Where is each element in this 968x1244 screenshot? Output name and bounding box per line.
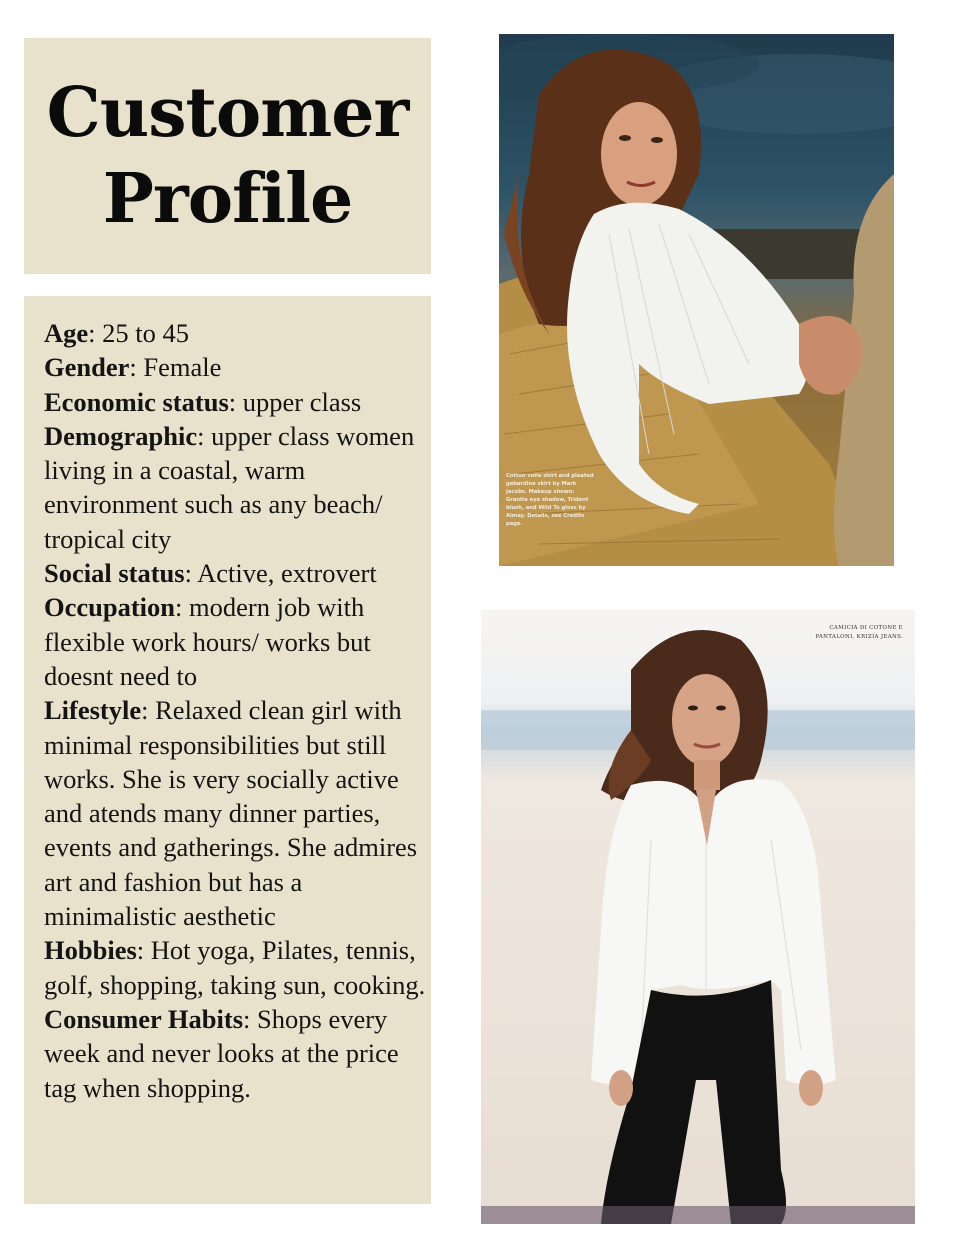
profile-box — [24, 296, 431, 1204]
photo-woman-on-beach — [481, 610, 915, 1224]
profile-value: : upper class — [228, 386, 362, 417]
profile-value: : Hot yoga, Pilates, tennis, golf, shopping, taking sun, cooking. — [44, 935, 426, 1000]
profile-label: Gender — [44, 352, 130, 383]
profile-entry-lifestyle — [44, 693, 426, 933]
profile-value: : Female — [129, 352, 222, 383]
profile-value: : Active, extrovert — [184, 558, 377, 589]
profile-entry-consumer-habits — [44, 1002, 426, 1105]
profile-value: : upper class women living in a coastal, warm environment such as any beach/ tropical city — [44, 420, 415, 554]
photo-woman-on-hay-bale — [499, 34, 894, 566]
profile-value: : 25 to 45 — [88, 318, 190, 348]
profile-value: : Relaxed clean girl with minimal responsibilities but still works. She is very socially active and atends many dinner parties, events and gatherings. She admires art and fashion but has a minimalistic aesthetic — [44, 695, 418, 932]
photo-illustration — [481, 610, 915, 1224]
profile-value: : Shops every week and never looks at the price tag when shopping. — [44, 1003, 399, 1103]
profile-label: Social status — [44, 558, 185, 589]
profile-label: Consumer Habits — [44, 1003, 244, 1034]
profile-label: Hobbies — [44, 935, 137, 966]
profile-entry-social-status — [44, 556, 426, 590]
page-title-line-2: Profile — [102, 159, 353, 239]
profile-entry-gender — [44, 350, 426, 384]
photo-caption-bottom: CAMICIA DI COTONE E PANTALONI, KRIZIA JEANS. — [815, 625, 903, 640]
page-title-line-1: Customer — [46, 73, 409, 153]
title-box — [24, 38, 431, 274]
profile-entry-age — [44, 316, 426, 350]
profile-entry-hobbies — [44, 933, 426, 1002]
profile-value: : modern job with flexible work hours/ works but doesnt need to — [44, 592, 371, 691]
profile-label: Demographic — [44, 420, 198, 451]
profile-label: Economic status — [44, 386, 229, 417]
profile-label: Lifestyle — [44, 695, 142, 726]
profile-text — [44, 316, 426, 1105]
profile-label: Occupation — [44, 592, 176, 623]
profile-entry-demographic — [44, 419, 426, 556]
profile-entry-economic-status — [44, 385, 426, 419]
profile-entry-occupation — [44, 590, 426, 693]
photo-caption-top: Cotton voile shirt and pleated gabardine skirt by Mark Jacobs. Makeup shown: Granite eye shadow, Trident blush, and Wild To gloss by Almay. Details, see Credits page. — [506, 473, 594, 527]
profile-label: Age — [44, 318, 89, 348]
